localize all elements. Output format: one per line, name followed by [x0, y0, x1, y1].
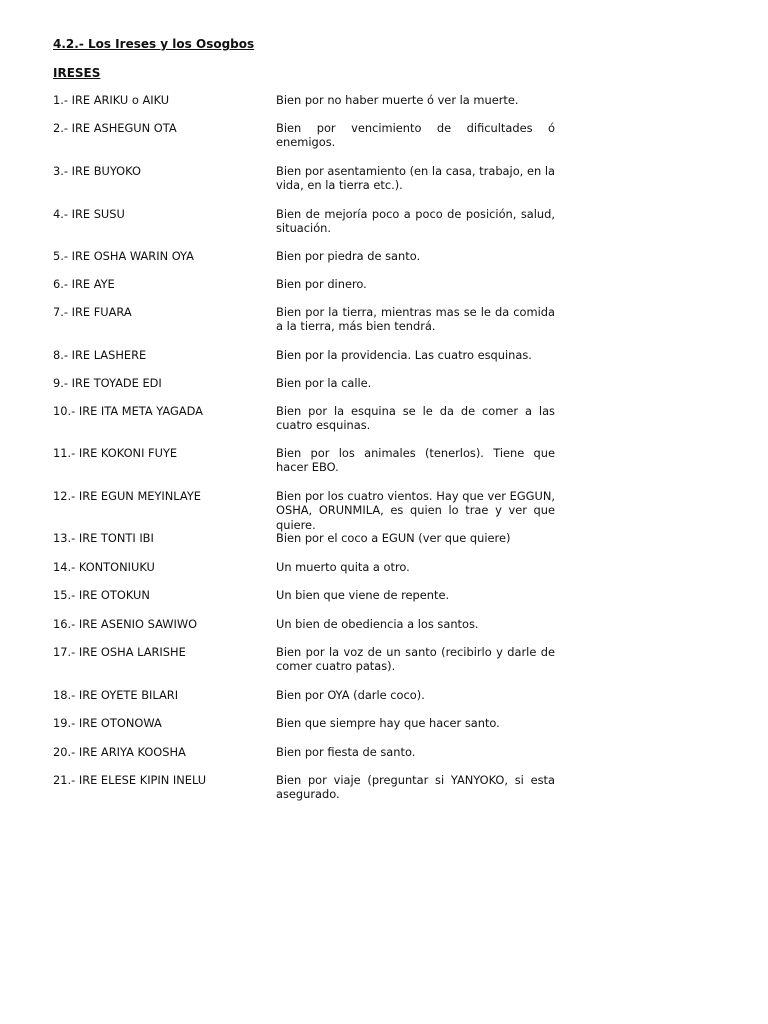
entry-name: 10.- IRE ITA META YAGADA	[53, 404, 203, 418]
list-item	[53, 93, 555, 121]
entry-name: 14.- KONTONIUKU	[53, 560, 155, 574]
entry-description: Un bien que viene de repente.	[276, 588, 450, 602]
entry-name: 19.- IRE OTONOWA	[53, 716, 162, 730]
list-item	[53, 645, 555, 688]
entry-name: 15.- IRE OTOKUN	[53, 588, 150, 602]
section-title: 4.2.- Los Ireses y los Osogbos	[53, 37, 255, 51]
entry-name: 20.- IRE ARIYA KOOSHA	[53, 745, 186, 759]
list-item	[53, 745, 555, 773]
entry-description: Bien por la providencia. Las cuatro esquinas.	[276, 348, 532, 362]
subsection-title: IRESES	[53, 66, 101, 80]
list-item	[53, 277, 555, 305]
entry-description: Bien por dinero.	[276, 277, 367, 291]
entry-name: 12.- IRE EGUN MEYINLAYE	[53, 489, 201, 503]
list-item	[53, 489, 555, 531]
entry-description: Bien por el coco a EGUN (ver que quiere)	[276, 531, 511, 545]
list-item	[53, 121, 555, 164]
entry-name: 17.- IRE OSHA LARISHE	[53, 645, 186, 659]
entry-description: Bien por la voz de un santo (recibirlo y darle de comer cuatro patas).	[276, 645, 555, 674]
list-item	[53, 446, 555, 489]
entry-description: Bien por fiesta de santo.	[276, 745, 416, 759]
entry-name: 16.- IRE ASENIO SAWIWO	[53, 617, 198, 631]
entry-name: 5.- IRE OSHA WARIN OYA	[53, 249, 194, 263]
list-item	[53, 207, 555, 249]
entry-name: 7.- IRE FUARA	[53, 305, 132, 319]
entry-description: Un muerto quita a otro.	[276, 560, 410, 574]
entry-name: 6.- IRE AYE	[53, 277, 115, 291]
entry-name: 2.- IRE ASHEGUN OTA	[53, 121, 177, 135]
entry-description: Bien por los animales (tenerlos). Tiene que hacer EBO.	[276, 446, 555, 475]
entry-description: Bien por no haber muerte ó ver la muerte.	[276, 93, 519, 107]
list-item	[53, 305, 555, 348]
entry-description: Bien por la tierra, mientras mas se le da comida a la tierra, más bien tendrá.	[276, 305, 555, 334]
list-item	[53, 249, 555, 277]
entry-description: Bien por piedra de santo.	[276, 249, 421, 263]
entry-description: Bien que siempre hay que hacer santo.	[276, 716, 500, 730]
entry-name: 3.- IRE BUYOKO	[53, 164, 141, 178]
entry-name: 13.- IRE TONTI IBI	[53, 531, 154, 545]
list-item	[53, 348, 555, 376]
list-item	[53, 164, 555, 207]
list-item	[53, 531, 555, 560]
entry-description: Bien por OYA (darle coco).	[276, 688, 425, 702]
ireses-list	[53, 93, 555, 803]
entry-name: 18.- IRE OYETE BILARI	[53, 688, 179, 702]
entry-description: Bien de mejoría poco a poco de posición, salud, situación.	[276, 207, 555, 236]
list-item	[53, 773, 555, 803]
list-item	[53, 404, 555, 446]
entry-name: 8.- IRE LASHERE	[53, 348, 147, 362]
entry-description: Bien por los cuatro vientos. Hay que ver EGGUN, OSHA, ORUNMILA, es quien lo trae y ver que quiere.	[276, 489, 555, 532]
list-item	[53, 588, 555, 617]
list-item	[53, 716, 555, 745]
entry-name: 4.- IRE SUSU	[53, 207, 125, 221]
list-item	[53, 688, 555, 716]
entry-description: Bien por viaje (preguntar si YANYOKO, si esta asegurado.	[276, 773, 555, 802]
entry-name: 21.- IRE ELESE KIPIN INELU	[53, 773, 207, 787]
list-item	[53, 617, 555, 645]
entry-description: Bien por asentamiento (en la casa, trabajo, en la vida, en la tierra etc.).	[276, 164, 555, 193]
entry-description: Bien por vencimiento de dificultades ó enemigos.	[276, 121, 555, 150]
entry-name: 11.- IRE KOKONI FUYE	[53, 446, 178, 460]
entry-description: Bien por la esquina se le da de comer a las cuatro esquinas.	[276, 404, 555, 433]
list-item	[53, 376, 555, 404]
entry-description: Un bien de obediencia a los santos.	[276, 617, 479, 631]
entry-description: Bien por la calle.	[276, 376, 372, 390]
list-item	[53, 560, 555, 588]
entry-name: 9.- IRE TOYADE EDI	[53, 376, 162, 390]
entry-name: 1.- IRE ARIKU o AIKU	[53, 93, 170, 107]
